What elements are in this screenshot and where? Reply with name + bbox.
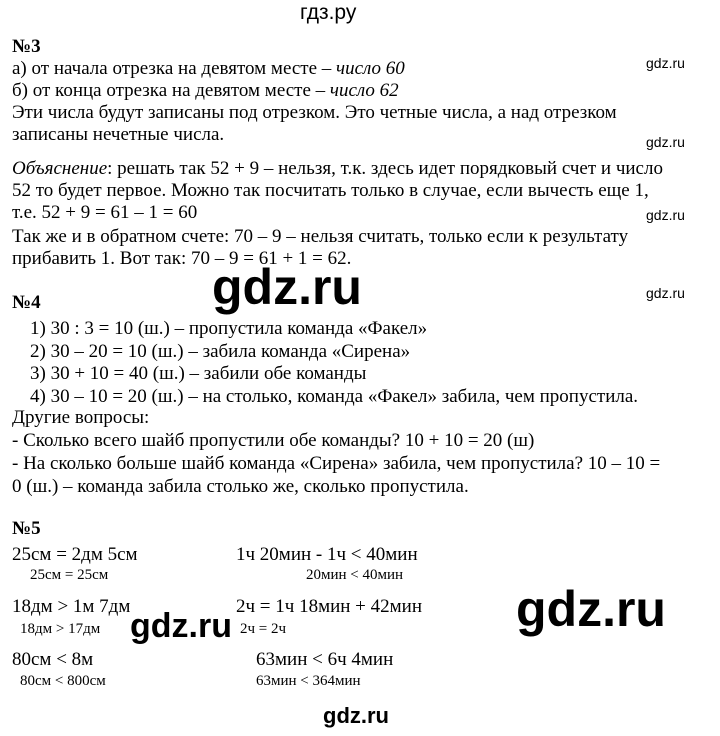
task5-left-1-check: 25см = 25см xyxy=(30,567,109,583)
task5-right-1-check: 20мин < 40мин xyxy=(306,567,404,583)
watermark-small-2: gdz.ru xyxy=(646,134,685,150)
watermark-footer: gdz.ru xyxy=(323,703,389,728)
task3-reverse-2: прибавить 1. Вот так: 70 – 9 = 61 + 1 = 62. xyxy=(12,248,352,269)
task5-right-2-check: 2ч = 2ч xyxy=(240,621,287,637)
explanation-text: : решать так 52 + 9 – нельзя, т.к. здесь идет порядковый счет и число xyxy=(107,158,663,179)
task4-question-3: 0 (ш.) – команда забила столько же, сколько пропустила. xyxy=(12,476,469,497)
watermark-large-right: gdz.ru xyxy=(516,581,666,637)
task3-b-answer: число 62 xyxy=(329,80,399,101)
task3-line-a xyxy=(12,58,405,80)
task5-right-3: 63мин < 6ч 4мин xyxy=(256,649,394,670)
task4-item-2: 2) 30 – 20 = 10 (ш.) – забила команда «Сирена» xyxy=(30,341,411,362)
task5-right-2: 2ч = 1ч 18мин + 42мин xyxy=(236,596,423,617)
task4-item-1: 1) 30 : 3 = 10 (ш.) – пропустила команда «Факел» xyxy=(30,318,428,339)
task5-heading: №5 xyxy=(12,518,41,539)
watermark-small-4: gdz.ru xyxy=(646,285,685,301)
task3-paragraph-1: Эти числа будут записаны под отрезком. Это четные числа, а над отрезком xyxy=(12,102,617,123)
task3-explanation-1 xyxy=(12,158,663,180)
task3-heading: №3 xyxy=(12,36,41,57)
task3-a-text: а) от начала отрезка на девятом месте – xyxy=(12,58,337,79)
task5-left-2-check: 18дм > 17дм xyxy=(20,621,101,637)
explanation-label: Объяснение xyxy=(12,158,108,179)
task3-b-text: б) от конца отрезка на девятом месте – xyxy=(12,80,330,101)
task3-explanation-2: 52 то будет первое. Можно так посчитать только в случае, если вычесть еще 1, xyxy=(12,180,649,201)
task4-item-3: 3) 30 + 10 = 40 (ш.) – забили обе команды xyxy=(30,363,367,384)
task3-a-answer: число 60 xyxy=(336,58,405,79)
task3-paragraph-2: записаны нечетные числа. xyxy=(12,124,225,145)
task4-other-questions: Другие вопросы: xyxy=(12,407,150,428)
task5-left-1: 25см = 2дм 5см xyxy=(12,544,138,565)
task5-right-3-check: 63мин < 364мин xyxy=(256,673,361,689)
task4-heading: №4 xyxy=(12,292,41,313)
task3-explanation-3: т.е. 52 + 9 = 61 – 1 = 60 xyxy=(12,202,198,223)
task5-left-2: 18дм > 1м 7дм xyxy=(12,596,131,617)
task4-question-1: - Сколько всего шайб пропустили обе команды? 10 + 10 = 20 (ш) xyxy=(12,430,535,451)
task3-reverse-1: Так же и в обратном счете: 70 – 9 – нельзя считать, только если к результату xyxy=(12,226,629,247)
task5-right-1: 1ч 20мин - 1ч < 40мин xyxy=(236,544,418,565)
task4-question-2: - На сколько больше шайб команда «Сирена» забила, чем пропустила? 10 – 10 = xyxy=(12,453,661,474)
watermark-small-3: gdz.ru xyxy=(646,207,685,223)
task4-item-4: 4) 30 – 10 = 20 (ш.) – на столько, команда «Факел» забила, чем пропустила. xyxy=(30,386,639,407)
watermark-large-center: gdz.ru xyxy=(212,259,362,315)
task5-left-3: 80см < 8м xyxy=(12,649,94,670)
watermark-small-1: gdz.ru xyxy=(646,55,685,71)
watermark-medium: gdz.ru xyxy=(130,607,232,645)
task3-line-b xyxy=(12,80,399,102)
task5-left-3-check: 80см < 800см xyxy=(20,673,106,689)
site-title: гдз.ру xyxy=(300,1,357,24)
